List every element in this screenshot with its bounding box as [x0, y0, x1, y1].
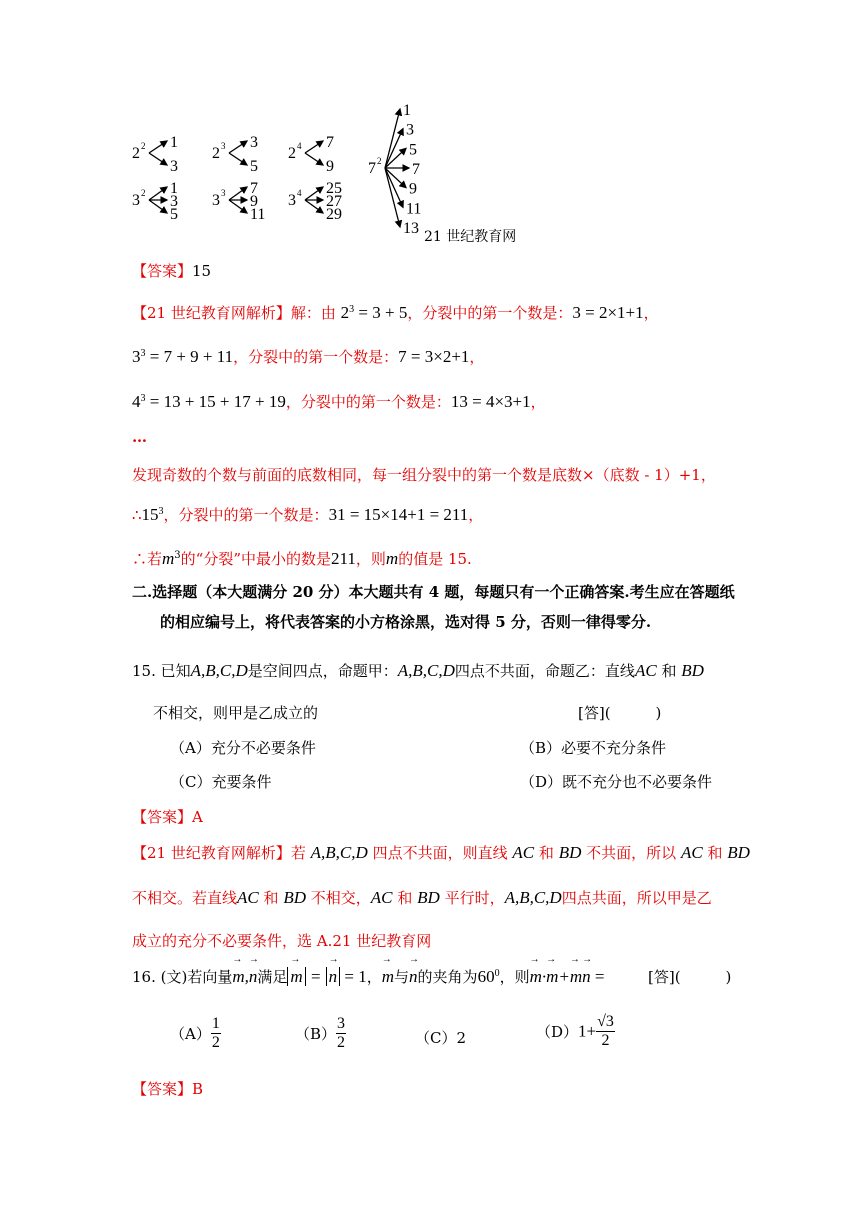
- option-15-c[interactable]: （C）充要条件: [170, 773, 272, 791]
- diagram-part: 1: [170, 180, 178, 197]
- analysis-text: 四点不共面，则直线: [372, 844, 508, 862]
- diagram-arrow: [305, 141, 323, 153]
- diagram-part: 9: [409, 180, 417, 198]
- analysis-15-line-2: 不相交。若直线AC 和 BD 不相交，AC 和 BD 平行时，A,B,C,D四点共面，所以甲是乙: [132, 888, 712, 907]
- analysis-14-line-1: 【21 世纪教育网解析】解：由 $2^3 = 3 + 5$，分裂中的第一个数是：3 = 2×1+1，: [132, 303, 659, 322]
- diagram-arrow: [149, 141, 167, 153]
- diagram-part: 3: [170, 193, 178, 210]
- diagram-part: 1: [170, 134, 178, 151]
- diagram-part: 3: [406, 121, 414, 139]
- diagram-base: 7: [368, 160, 376, 177]
- diagram-part: 25: [326, 180, 342, 197]
- diagram-part: 1: [403, 102, 411, 119]
- diagram-arrow: [149, 200, 167, 213]
- analysis-text: 不相交。若直线: [132, 889, 238, 907]
- diagram-arrow: [385, 168, 400, 227]
- diagram-base: 2: [212, 145, 220, 162]
- diagram-arrow: [229, 153, 247, 165]
- question-text: 四点不共面，命题乙：直线: [454, 662, 635, 680]
- analysis-text: 平行时，: [444, 889, 505, 907]
- question-number: 15. 已知: [132, 662, 191, 680]
- question-text: 的夹角为: [417, 968, 478, 986]
- diagram-part: 7: [412, 161, 420, 178]
- option-label: （D）: [536, 1023, 579, 1041]
- diagram-arrow: [229, 200, 247, 213]
- diagram-arrow: [305, 187, 323, 200]
- analysis-14-line-6: $\therefore 15^3$，分裂中的第一个数是：31 = 15×14+1 = 211，: [132, 505, 484, 524]
- question-text: 与: [394, 968, 410, 986]
- analysis-text: ，分裂中的第一个数是：: [285, 393, 451, 411]
- analysis-text: 的值是 15.: [398, 550, 472, 568]
- diagram-exponent: 4: [297, 188, 302, 198]
- diagram-arrow: [305, 153, 323, 165]
- option-label: （B）: [295, 1025, 337, 1043]
- analysis-text: 和: [263, 889, 279, 907]
- analysis-14-line-7: ∴若$m^3$的“分裂”中最小的数是211，则m的值是 15.: [132, 549, 472, 568]
- answer-label: 【答案】: [132, 262, 193, 280]
- diagram-base: 3: [132, 192, 140, 209]
- section-2-instructions-line-2: 的相应编号上，将代表答案的小方格涂黑，选对得 5 分，否则一律得零分.: [160, 613, 652, 631]
- diagram-exponent: 3: [221, 141, 226, 151]
- answer-bracket-16: [答]( ): [648, 968, 732, 986]
- answer-bracket-15: [答]( ): [578, 704, 662, 722]
- analysis-intro: 解：由: [290, 304, 336, 322]
- question-text: 和: [661, 662, 677, 680]
- diagram-arrow: [385, 109, 400, 168]
- analysis-text: 不相交，: [310, 889, 371, 907]
- diagram-part: 5: [409, 141, 417, 159]
- analysis-text: ，分裂中的第一个数是：: [233, 348, 399, 366]
- analysis-text: 的“分裂”中最小的数是: [180, 550, 332, 568]
- answer-16: [132, 1078, 203, 1099]
- question-text: 满足: [257, 968, 288, 986]
- analysis-text: ，分裂中的第一个数是：: [163, 506, 329, 524]
- option-16-b[interactable]: （B） $\frac{3}{2}$: [295, 1015, 346, 1051]
- diagram-base: 2: [132, 145, 140, 162]
- analysis-text: ，则: [355, 550, 386, 568]
- analysis-label: 【21 世纪教育网解析】: [132, 304, 291, 322]
- diagram-part: 11: [250, 206, 266, 223]
- diagram-arrow: [229, 187, 247, 200]
- answer-value: 15: [192, 262, 212, 280]
- diagram-part: 7: [250, 180, 258, 197]
- question-number: 16. (文)若向量: [132, 968, 233, 986]
- question-text: ，则: [499, 968, 530, 986]
- analysis-text: 和: [707, 844, 723, 862]
- option-label: （A）: [170, 1025, 211, 1043]
- diagram-base: 3: [212, 192, 220, 209]
- diagram-exponent: 4: [297, 141, 302, 151]
- diagram-arrow: [305, 200, 323, 213]
- therefore-symbol: ∴: [132, 506, 142, 524]
- diagram-base: 2: [288, 145, 296, 162]
- diagram-part: 27: [326, 193, 342, 210]
- diagram-part: 9: [326, 158, 334, 175]
- diagram-part: 9: [250, 193, 258, 210]
- answer-14: [132, 260, 211, 281]
- option-15-d[interactable]: （D）既不充分也不必要条件: [520, 773, 713, 791]
- option-15-a[interactable]: （A）充分不必要条件: [170, 739, 316, 757]
- diagram-exponent: 3: [221, 188, 226, 198]
- diagram-arrow: [229, 141, 247, 153]
- diagram-exponent: 2: [141, 188, 146, 198]
- diagram-part: 7: [326, 134, 334, 151]
- analysis-14-ellipsis: …: [132, 428, 147, 446]
- diagram-part: 3: [250, 134, 258, 151]
- diagram-exponent: 2: [141, 141, 146, 151]
- analysis-14-line-3: $4^3 = 13 + 15 + 17 + 19$，分裂中的第一个数是：13 = 4×3+1，: [132, 392, 546, 411]
- diagram-part: 29: [326, 206, 342, 223]
- question-text: 是空间四点，命题甲：: [247, 662, 398, 680]
- question-15-line-1: 15. 已知A,B,C,D是空间四点，命题甲：A,B,C,D四点不共面，命题乙：直线AC 和 BD: [132, 661, 704, 680]
- analysis-15-line-3: 成立的充分不必要条件，选 A.21 世纪教育网: [132, 932, 432, 950]
- option-15-b[interactable]: （B）必要不充分条件: [520, 739, 667, 757]
- odd-split-diagram: [120, 100, 540, 245]
- option-16-d[interactable]: （D）1+ $\frac{√3}{2}$: [536, 1013, 614, 1049]
- diagram-watermark: 21 世纪教育网: [424, 229, 517, 245]
- answer-value: A: [192, 808, 203, 826]
- section-2-instructions-line-1: 二.选择题（本大题满分 20 分）本大题共有 4 题，每题只有一个正确答案.考生应在答题纸: [132, 583, 735, 601]
- question-16-line-1: 16. (文)若向量→ m,→ n满足→ m = → n = 1，→ m与→ n的夹角为$60^0$，则→ m·→ m+→ m→ n =: [132, 966, 605, 987]
- diagram-part: 5: [170, 206, 178, 223]
- diagram-part: 5: [250, 158, 258, 175]
- option-16-c[interactable]: （C）2: [415, 1029, 467, 1047]
- diagram-base: 3: [288, 192, 296, 209]
- analysis-text: 和: [538, 844, 554, 862]
- analysis-text: ，分裂中的第一个数是：: [407, 304, 573, 322]
- analysis-text: ∴若: [132, 550, 163, 568]
- diagram-part: 3: [170, 158, 178, 175]
- answer-label: 【答案】: [132, 1080, 193, 1098]
- answer-15: [132, 806, 203, 827]
- diagram-part: 13: [403, 220, 419, 237]
- answer-label: 【答案】: [132, 808, 193, 826]
- diagram-arrow: [149, 153, 167, 165]
- question-text: 不相交，则甲是乙成立的: [153, 704, 319, 722]
- question-15-line-2: [153, 702, 318, 723]
- analysis-14-line-5: 发现奇数的个数与前面的底数相同，每一组分裂中的第一个数是底数×（底数 - 1）+1，: [132, 466, 716, 484]
- analysis-text: 不共面，所以: [586, 844, 677, 862]
- option-16-a[interactable]: （A） $\frac{1}{2}$: [170, 1015, 220, 1051]
- analysis-label: 【21 世纪教育网解析】: [132, 844, 291, 862]
- diagram-exponent: 2: [377, 156, 382, 166]
- answer-value: B: [192, 1080, 204, 1098]
- diagram-part: 11: [406, 200, 422, 218]
- analysis-text: 若: [290, 844, 306, 862]
- analysis-text: 和: [397, 889, 413, 907]
- analysis-text: 四点共面，所以甲是乙: [561, 889, 712, 907]
- analysis-15-line-1: 【21 世纪教育网解析】若 A,B,C,D 四点不共面，则直线 AC 和 BD 不共面，所以 AC 和 BD: [132, 843, 750, 862]
- diagram-arrow: [149, 187, 167, 200]
- analysis-14-line-2: $3^3 = 7 + 9 + 11$，分裂中的第一个数是：7 = 3×2+1，: [132, 347, 485, 366]
